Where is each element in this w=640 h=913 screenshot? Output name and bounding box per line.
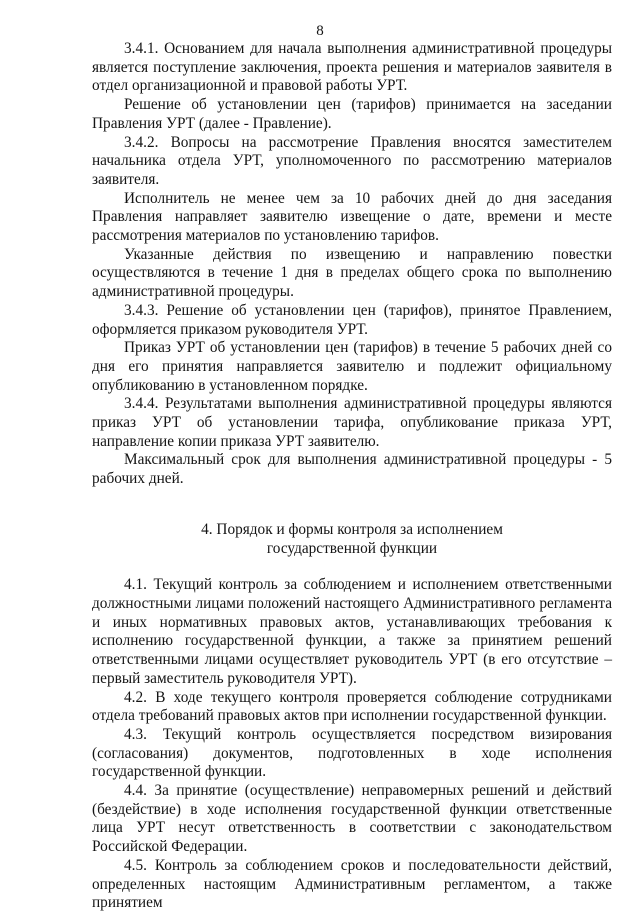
paragraph-4-2: 4.2. В ходе текущего контроля проверяется соблюдение сотрудниками отдела требований правовых актов при исполнении государственной функции. bbox=[92, 688, 612, 725]
paragraph-3-4-2: 3.4.2. Вопросы на рассмотрение Правления вносятся заместителем начальника отдела УРТ, уполномоченного по рассмотрению материалов заявителя. bbox=[92, 133, 612, 188]
paragraph-3-4-1: 3.4.1. Основанием для начала выполнения административной процедуры является поступление заключения, проекта решения и материалов заявителя в отдел организационной и правовой работы УРТ. bbox=[92, 40, 612, 95]
paragraph-notice-timing: Указанные действия по извещению и направлению повестки осуществляются в течение 1 дня в пределах общего срока по выполнению административной процедуры. bbox=[92, 245, 612, 301]
document-body bbox=[92, 40, 612, 913]
section-heading-line-1: 4. Порядок и формы контроля за исполнением bbox=[201, 520, 503, 538]
paragraph-notice: Исполнитель не менее чем за 10 рабочих дней до дня заседания Правления направляет заявителю извещение о дате, времени и месте рассмотрения материалов по установлению тарифов. bbox=[92, 189, 612, 245]
paragraph-4-4: 4.4. За принятие (осуществление) неправомерных решений и действий (бездействие) в ходе исполнения государственной функции ответственные лица УРТ несут ответственность в соответствии с законодательством Российской Федерации. bbox=[92, 782, 612, 856]
paragraph-4-5: 4.5. Контроль за соблюдением сроков и последовательности действий, определенных настоящим Административным регламентом, а также принятием bbox=[92, 856, 612, 912]
section-heading-line-2: государственной функции bbox=[266, 539, 438, 557]
paragraph-tariff-decision: Решение об установлении цен (тарифов) принимается на заседании Правления УРТ (далее - Правление). bbox=[92, 96, 612, 132]
paragraph-3-4-4: 3.4.4. Результатами выполнения административной процедуры являются приказ УРТ об установлении тарифа, опубликование приказа УРТ, направление копии приказа УРТ заявителю. bbox=[92, 395, 612, 450]
paragraph-max-term: Максимальный срок для выполнения административной процедуры - 5 рабочих дней. bbox=[92, 451, 612, 488]
paragraph-4-1: 4.1. Текущий контроль за соблюдением и исполнением ответственными должностными лицами положений настоящего Административного регламента и иных нормативных правовых актов, устанавливающих требования к исполнению государственной функции, а также за принятием решений ответственными лицами осуществляет руководитель УРТ (в его отсутствие – первый заместитель руководителя УРТ). bbox=[92, 576, 612, 687]
paragraph-3-4-3: 3.4.3. Решение об установлении цен (тарифов), принятое Правлением, оформляется приказом руководителя УРТ. bbox=[92, 301, 612, 338]
paragraph-order-publication: Приказ УРТ об установлении цен (тарифов) в течение 5 рабочих дней со дня его принятия направляется заявителю и подлежит официальному опубликованию в установленном порядке. bbox=[92, 339, 612, 394]
section-4-body bbox=[92, 576, 612, 913]
section-heading bbox=[92, 521, 612, 558]
page-number: 8 bbox=[316, 23, 324, 39]
paragraph-4-3: 4.3. Текущий контроль осуществляется посредством визирования (согласования) документов, подготовленных в ходе исполнения государственной функции. bbox=[92, 725, 612, 781]
